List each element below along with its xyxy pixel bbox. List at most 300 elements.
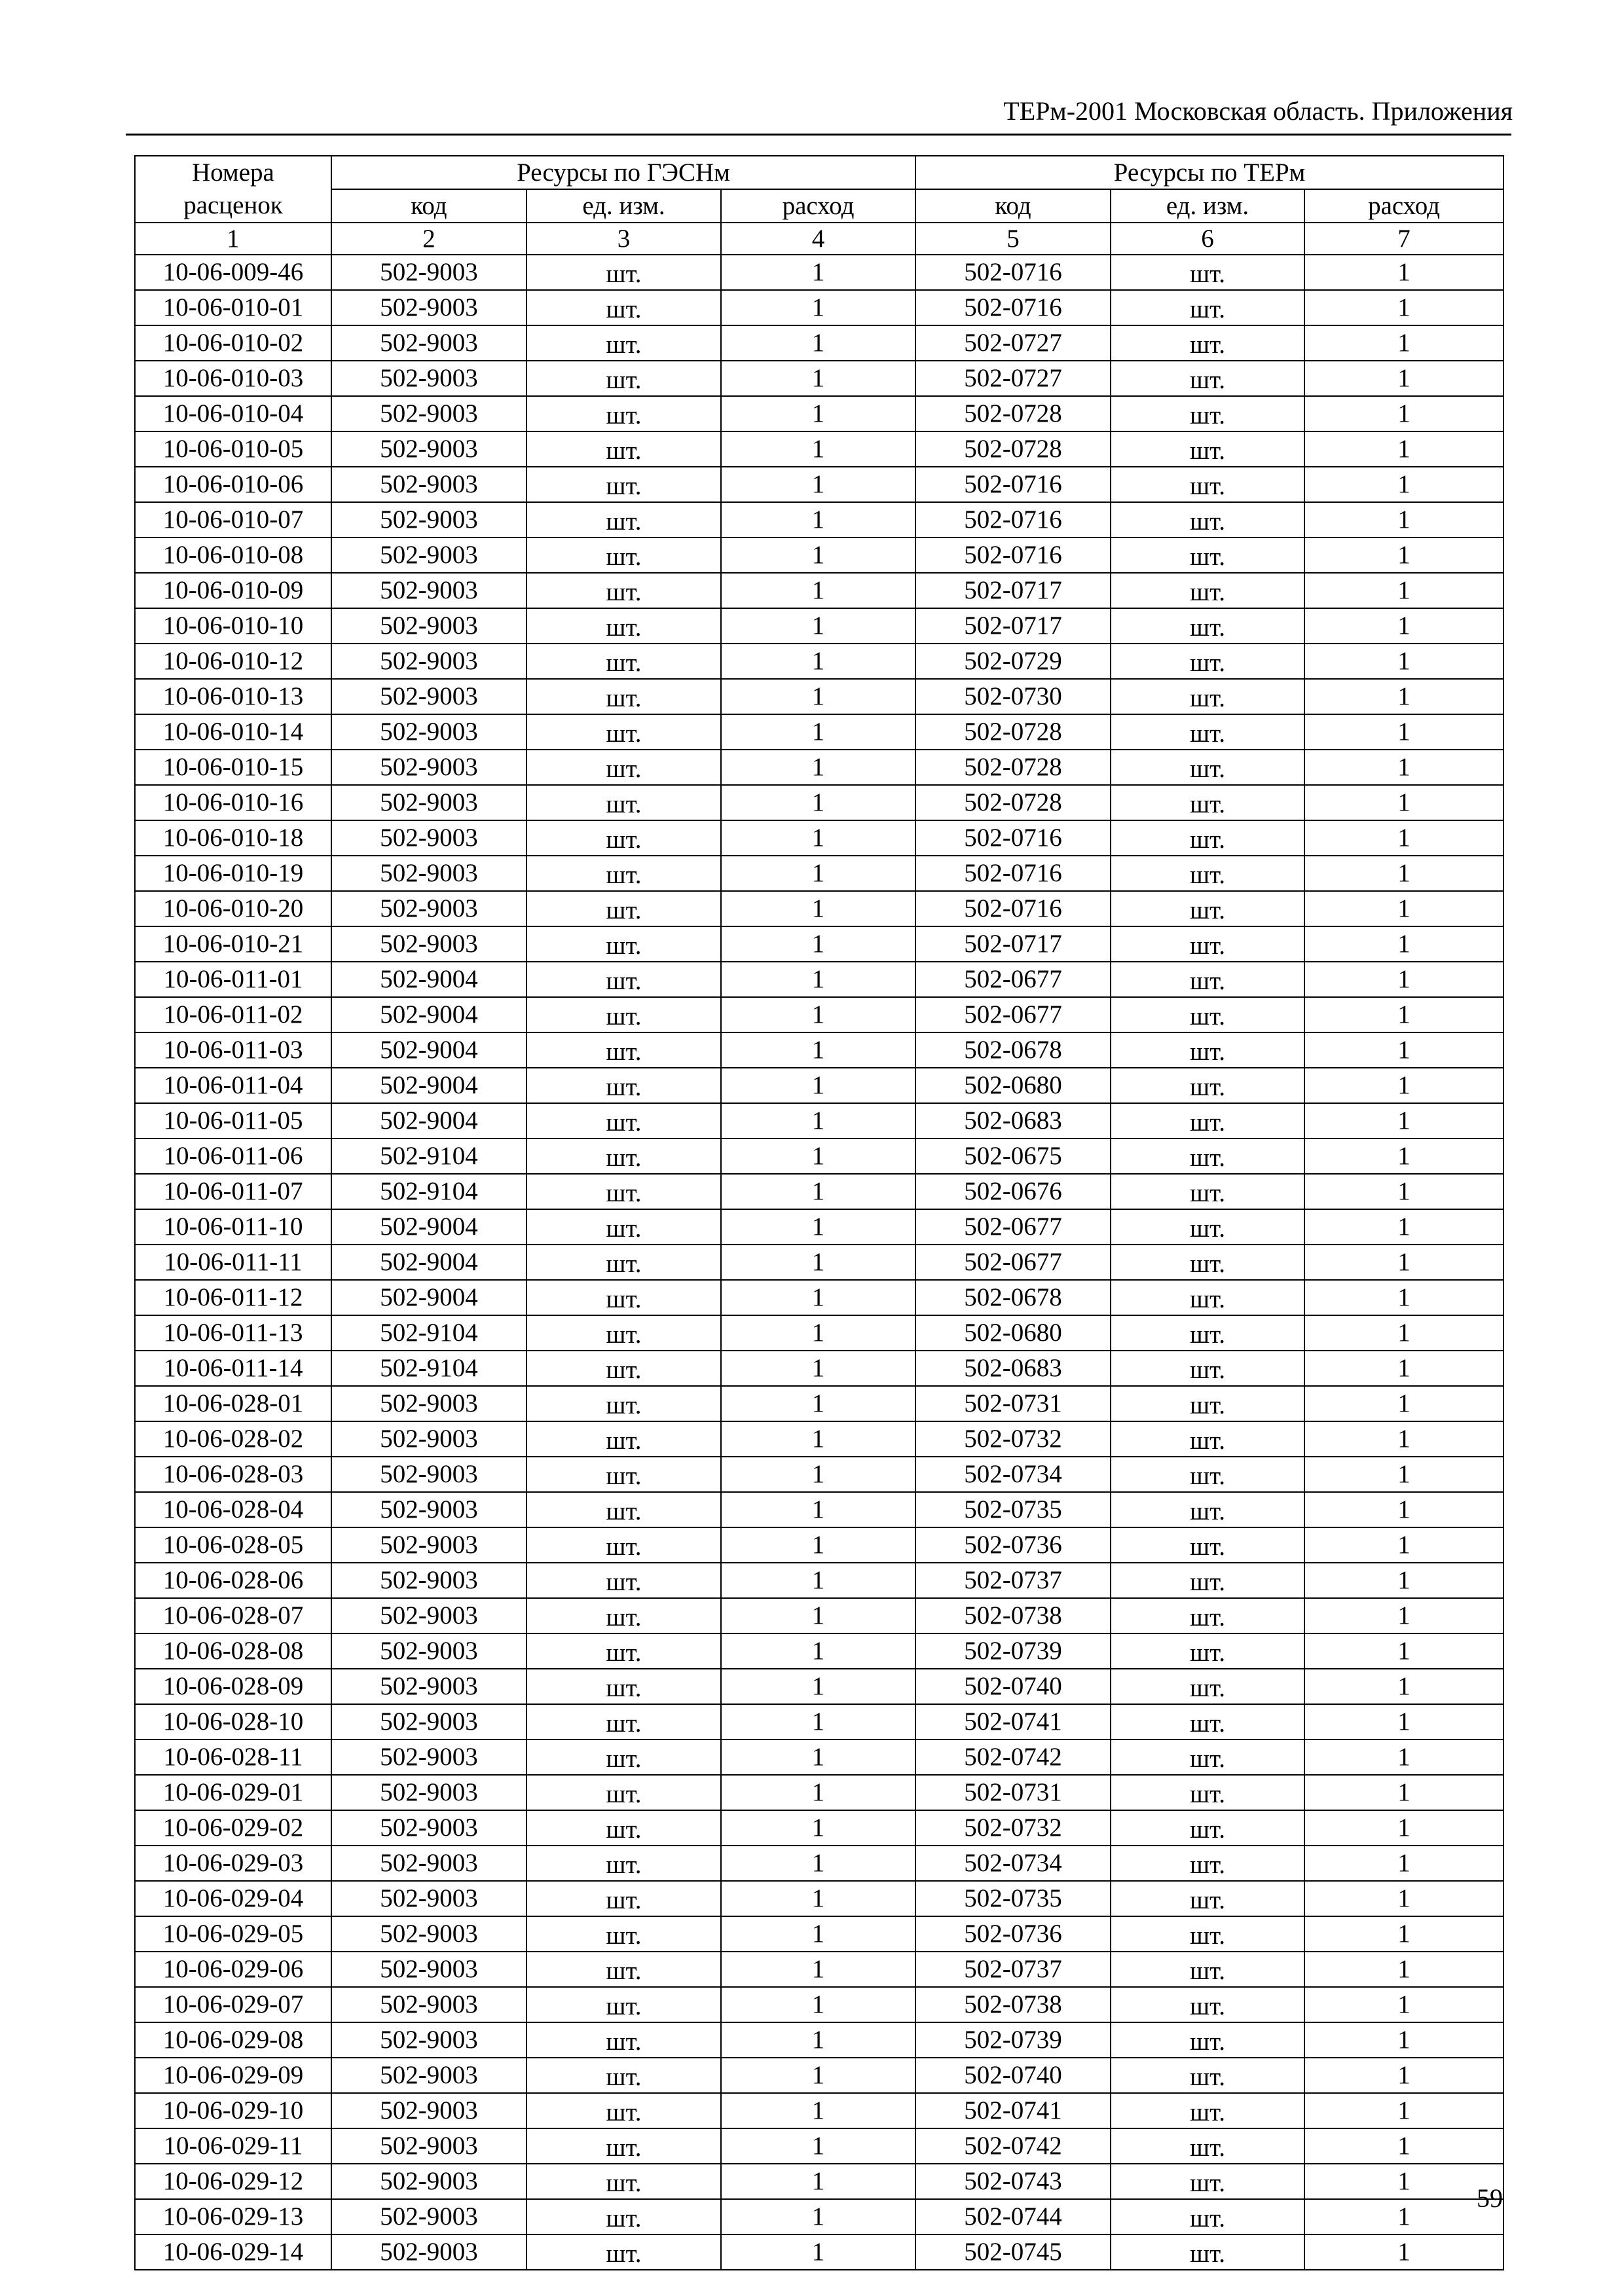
gesnm-code-cell: 502-9003 xyxy=(331,856,526,891)
gesnm-consumption-cell: 1 xyxy=(721,1952,915,1987)
gesnm-consumption-cell: 1 xyxy=(721,1881,915,1916)
table-row xyxy=(135,1952,1504,1987)
gesnm-unit-cell: шт. xyxy=(526,962,721,997)
term-unit-cell: шт. xyxy=(1111,679,1304,714)
gesnm-code-cell: 502-9003 xyxy=(331,1810,526,1846)
table-row xyxy=(135,644,1504,679)
gesnm-unit-cell: шт. xyxy=(526,538,721,573)
gesnm-code-cell: 502-9004 xyxy=(331,1209,526,1245)
gesnm-code-cell: 502-9003 xyxy=(331,1527,526,1563)
rate-number-cell: 10-06-011-07 xyxy=(135,1174,331,1209)
table-row xyxy=(135,2058,1504,2093)
term-consumption-cell: 1 xyxy=(1304,1740,1504,1775)
rate-number-cell: 10-06-029-14 xyxy=(135,2234,331,2270)
table-row xyxy=(135,502,1504,538)
gesnm-consumption-cell: 1 xyxy=(721,1139,915,1174)
term-code-cell: 502-0716 xyxy=(915,820,1111,856)
term-code-cell: 502-0727 xyxy=(915,361,1111,396)
term-consumption-cell: 1 xyxy=(1304,1527,1504,1563)
term-code-cell: 502-0735 xyxy=(915,1492,1111,1527)
rate-number-cell: 10-06-028-10 xyxy=(135,1704,331,1740)
gesnm-code-cell: 502-9003 xyxy=(331,820,526,856)
gesnm-consumption-cell: 1 xyxy=(721,2128,915,2164)
rate-number-cell: 10-06-029-13 xyxy=(135,2199,331,2234)
gesnm-code-cell: 502-9003 xyxy=(331,1881,526,1916)
rate-number-cell: 10-06-028-04 xyxy=(135,1492,331,1527)
column-number: 3 xyxy=(526,223,721,255)
term-consumption-cell: 1 xyxy=(1304,1103,1504,1139)
table-row xyxy=(135,467,1504,502)
gesnm-code-cell: 502-9003 xyxy=(331,679,526,714)
gesnm-code-cell: 502-9003 xyxy=(331,608,526,644)
gesnm-code-cell: 502-9004 xyxy=(331,1032,526,1068)
gesnm-code-cell: 502-9104 xyxy=(331,1139,526,1174)
table-row xyxy=(135,1245,1504,1280)
table-row xyxy=(135,2128,1504,2164)
table-row xyxy=(135,1457,1504,1492)
gesnm-unit-cell: шт. xyxy=(526,361,721,396)
gesnm-consumption-cell: 1 xyxy=(721,1916,915,1952)
gesnm-consumption-cell: 1 xyxy=(721,1351,915,1386)
gesnm-consumption-cell: 1 xyxy=(721,1386,915,1421)
table-row xyxy=(135,891,1504,926)
gesnm-code-cell: 502-9003 xyxy=(331,714,526,750)
table-row xyxy=(135,431,1504,467)
term-unit-cell: шт. xyxy=(1111,926,1304,962)
term-code-cell: 502-0717 xyxy=(915,608,1111,644)
term-unit-cell: шт. xyxy=(1111,1209,1304,1245)
table-body xyxy=(135,255,1504,2270)
gesnm-unit-cell: шт. xyxy=(526,1704,721,1740)
term-unit-cell: шт. xyxy=(1111,1563,1304,1598)
rate-number-cell: 10-06-011-04 xyxy=(135,1068,331,1103)
term-unit-cell: шт. xyxy=(1111,2058,1304,2093)
gesnm-unit-cell: шт. xyxy=(526,2164,721,2199)
gesnm-code-cell: 502-9003 xyxy=(331,1952,526,1987)
term-code-cell: 502-0731 xyxy=(915,1775,1111,1810)
term-unit-cell: шт. xyxy=(1111,2234,1304,2270)
gesnm-code-cell: 502-9003 xyxy=(331,1775,526,1810)
gesnm-code-cell: 502-9003 xyxy=(331,750,526,785)
gesnm-unit-cell: шт. xyxy=(526,467,721,502)
gesnm-code-cell: 502-9003 xyxy=(331,467,526,502)
term-consumption-cell: 1 xyxy=(1304,2058,1504,2093)
rate-number-cell: 10-06-028-03 xyxy=(135,1457,331,1492)
rate-number-cell: 10-06-010-18 xyxy=(135,820,331,856)
table-row xyxy=(135,714,1504,750)
term-unit-cell: шт. xyxy=(1111,1068,1304,1103)
table-row xyxy=(135,2234,1504,2270)
term-unit-cell: шт. xyxy=(1111,962,1304,997)
term-consumption-cell: 1 xyxy=(1304,1775,1504,1810)
term-code-cell: 502-0677 xyxy=(915,997,1111,1032)
gesnm-unit-cell: шт. xyxy=(526,1280,721,1315)
term-consumption-cell: 1 xyxy=(1304,2234,1504,2270)
gesnm-consumption-cell: 1 xyxy=(721,361,915,396)
rate-number-cell: 10-06-028-01 xyxy=(135,1386,331,1421)
gesnm-unit-cell: шт. xyxy=(526,2058,721,2093)
term-code-cell: 502-0739 xyxy=(915,2022,1111,2058)
table-row xyxy=(135,1351,1504,1386)
table-row xyxy=(135,962,1504,997)
rate-number-cell: 10-06-011-10 xyxy=(135,1209,331,1245)
term-unit-cell: шт. xyxy=(1111,1775,1304,1810)
gesnm-unit-cell: шт. xyxy=(526,997,721,1032)
term-consumption-cell: 1 xyxy=(1304,1881,1504,1916)
rate-number-cell: 10-06-029-12 xyxy=(135,2164,331,2199)
rate-number-cell: 10-06-010-05 xyxy=(135,431,331,467)
rate-number-cell: 10-06-010-20 xyxy=(135,891,331,926)
gesnm-consumption-cell: 1 xyxy=(721,1987,915,2022)
term-code-cell: 502-0680 xyxy=(915,1068,1111,1103)
gesnm-consumption-cell: 1 xyxy=(721,608,915,644)
gesnm-unit-cell: шт. xyxy=(526,1209,721,1245)
term-code-cell: 502-0717 xyxy=(915,926,1111,962)
term-consumption-cell: 1 xyxy=(1304,1633,1504,1669)
table-row xyxy=(135,1987,1504,2022)
term-unit-cell: шт. xyxy=(1111,785,1304,820)
term-consumption-cell: 1 xyxy=(1304,1032,1504,1068)
gesnm-unit-cell: шт. xyxy=(526,1527,721,1563)
gesnm-unit-cell: шт. xyxy=(526,1245,721,1280)
gesnm-code-cell: 502-9003 xyxy=(331,1740,526,1775)
term-code-cell: 502-0737 xyxy=(915,1563,1111,1598)
gesnm-unit-cell: шт. xyxy=(526,1386,721,1421)
term-consumption-cell: 1 xyxy=(1304,1351,1504,1386)
gesnm-code-cell: 502-9003 xyxy=(331,502,526,538)
term-consumption-cell: 1 xyxy=(1304,2093,1504,2128)
term-code-cell: 502-0740 xyxy=(915,2058,1111,2093)
gesnm-consumption-cell: 1 xyxy=(721,467,915,502)
term-unit-cell: шт. xyxy=(1111,2164,1304,2199)
rate-number-cell: 10-06-010-14 xyxy=(135,714,331,750)
table-row xyxy=(135,1740,1504,1775)
term-consumption-cell: 1 xyxy=(1304,644,1504,679)
rate-number-cell: 10-06-010-12 xyxy=(135,644,331,679)
rate-number-cell: 10-06-011-01 xyxy=(135,962,331,997)
term-unit-cell: шт. xyxy=(1111,1916,1304,1952)
term-consumption-cell: 1 xyxy=(1304,1704,1504,1740)
gesnm-consumption-cell: 1 xyxy=(721,1598,915,1633)
term-unit-cell: шт. xyxy=(1111,1810,1304,1846)
rate-number-cell: 10-06-010-01 xyxy=(135,290,331,325)
term-unit-cell: шт. xyxy=(1111,1103,1304,1139)
gesnm-code-cell: 502-9003 xyxy=(331,1669,526,1704)
gesnm-consumption-cell: 1 xyxy=(721,2199,915,2234)
term-unit-cell: шт. xyxy=(1111,1174,1304,1209)
term-consumption-cell: 1 xyxy=(1304,2164,1504,2199)
gesnm-consumption-cell: 1 xyxy=(721,1633,915,1669)
gesnm-unit-cell: шт. xyxy=(526,1421,721,1457)
column-number: 5 xyxy=(915,223,1111,255)
column-number: 7 xyxy=(1304,223,1504,255)
gesnm-code-cell: 502-9003 xyxy=(331,573,526,608)
term-code-cell: 502-0738 xyxy=(915,1987,1111,2022)
gesnm-unit-cell: шт. xyxy=(526,2234,721,2270)
rate-number-cell: 10-06-010-06 xyxy=(135,467,331,502)
term-unit-cell: шт. xyxy=(1111,1740,1304,1775)
term-unit-cell: шт. xyxy=(1111,361,1304,396)
gesnm-consumption-cell: 1 xyxy=(721,2234,915,2270)
header-term-code: код xyxy=(915,189,1111,223)
gesnm-unit-cell: шт. xyxy=(526,1669,721,1704)
term-consumption-cell: 1 xyxy=(1304,714,1504,750)
gesnm-code-cell: 502-9003 xyxy=(331,1492,526,1527)
table-row xyxy=(135,750,1504,785)
table-row xyxy=(135,2022,1504,2058)
gesnm-unit-cell: шт. xyxy=(526,1315,721,1351)
term-code-cell: 502-0739 xyxy=(915,1633,1111,1669)
term-code-cell: 502-0675 xyxy=(915,1139,1111,1174)
gesnm-code-cell: 502-9104 xyxy=(331,1351,526,1386)
term-consumption-cell: 1 xyxy=(1304,1174,1504,1209)
gesnm-unit-cell: шт. xyxy=(526,431,721,467)
term-consumption-cell: 1 xyxy=(1304,2022,1504,2058)
gesnm-consumption-cell: 1 xyxy=(721,2058,915,2093)
term-code-cell: 502-0742 xyxy=(915,2128,1111,2164)
gesnm-unit-cell: шт. xyxy=(526,1916,721,1952)
table-row xyxy=(135,1563,1504,1598)
gesnm-unit-cell: шт. xyxy=(526,2199,721,2234)
gesnm-code-cell: 502-9003 xyxy=(331,361,526,396)
gesnm-code-cell: 502-9003 xyxy=(331,2199,526,2234)
gesnm-consumption-cell: 1 xyxy=(721,325,915,361)
table-row xyxy=(135,1280,1504,1315)
gesnm-code-cell: 502-9003 xyxy=(331,1846,526,1881)
gesnm-code-cell: 502-9003 xyxy=(331,1563,526,1598)
resource-mapping-table xyxy=(134,155,1504,2270)
term-consumption-cell: 1 xyxy=(1304,1810,1504,1846)
term-consumption-cell: 1 xyxy=(1304,891,1504,926)
rate-number-cell: 10-06-028-09 xyxy=(135,1669,331,1704)
table-row xyxy=(135,926,1504,962)
rate-number-cell: 10-06-010-07 xyxy=(135,502,331,538)
table-row xyxy=(135,1315,1504,1351)
rate-number-cell: 10-06-010-16 xyxy=(135,785,331,820)
header-group-term: Ресурсы по ТЕРм xyxy=(915,156,1504,189)
gesnm-unit-cell: шт. xyxy=(526,644,721,679)
table-row xyxy=(135,1916,1504,1952)
gesnm-code-cell: 502-9004 xyxy=(331,1068,526,1103)
rate-number-cell: 10-06-010-19 xyxy=(135,856,331,891)
table-row xyxy=(135,2164,1504,2199)
term-consumption-cell: 1 xyxy=(1304,1563,1504,1598)
gesnm-code-cell: 502-9003 xyxy=(331,2022,526,2058)
term-consumption-cell: 1 xyxy=(1304,2199,1504,2234)
term-code-cell: 502-0683 xyxy=(915,1103,1111,1139)
term-consumption-cell: 1 xyxy=(1304,361,1504,396)
gesnm-unit-cell: шт. xyxy=(526,1103,721,1139)
term-consumption-cell: 1 xyxy=(1304,255,1504,290)
gesnm-consumption-cell: 1 xyxy=(721,1563,915,1598)
term-unit-cell: шт. xyxy=(1111,997,1304,1032)
term-consumption-cell: 1 xyxy=(1304,431,1504,467)
gesnm-code-cell: 502-9003 xyxy=(331,2058,526,2093)
rate-number-cell: 10-06-011-02 xyxy=(135,997,331,1032)
term-consumption-cell: 1 xyxy=(1304,962,1504,997)
rate-number-cell: 10-06-028-11 xyxy=(135,1740,331,1775)
gesnm-consumption-cell: 1 xyxy=(721,2022,915,2058)
rate-number-cell: 10-06-029-07 xyxy=(135,1987,331,2022)
gesnm-unit-cell: шт. xyxy=(526,1068,721,1103)
rate-number-cell: 10-06-028-05 xyxy=(135,1527,331,1563)
header-rate-numbers-label: Номера расценок xyxy=(183,158,283,219)
column-number-row xyxy=(135,223,1504,255)
term-consumption-cell: 1 xyxy=(1304,820,1504,856)
term-consumption-cell: 1 xyxy=(1304,1598,1504,1633)
header-rate-numbers xyxy=(135,156,331,223)
gesnm-code-cell: 502-9004 xyxy=(331,1280,526,1315)
term-unit-cell: шт. xyxy=(1111,1492,1304,1527)
rate-number-cell: 10-06-010-09 xyxy=(135,573,331,608)
gesnm-unit-cell: шт. xyxy=(526,1457,721,1492)
gesnm-consumption-cell: 1 xyxy=(721,1669,915,1704)
gesnm-unit-cell: шт. xyxy=(526,325,721,361)
header-rule xyxy=(126,134,1511,136)
gesnm-code-cell: 502-9003 xyxy=(331,325,526,361)
gesnm-consumption-cell: 1 xyxy=(721,1492,915,1527)
term-consumption-cell: 1 xyxy=(1304,573,1504,608)
column-number: 6 xyxy=(1111,223,1304,255)
term-consumption-cell: 1 xyxy=(1304,997,1504,1032)
rate-number-cell: 10-06-011-06 xyxy=(135,1139,331,1174)
gesnm-unit-cell: шт. xyxy=(526,856,721,891)
gesnm-consumption-cell: 1 xyxy=(721,1527,915,1563)
gesnm-code-cell: 502-9004 xyxy=(331,1103,526,1139)
term-consumption-cell: 1 xyxy=(1304,1421,1504,1457)
table-row xyxy=(135,1174,1504,1209)
table-row xyxy=(135,1492,1504,1527)
term-code-cell: 502-0728 xyxy=(915,431,1111,467)
gesnm-code-cell: 502-9003 xyxy=(331,255,526,290)
term-code-cell: 502-0716 xyxy=(915,856,1111,891)
rate-number-cell: 10-06-011-14 xyxy=(135,1351,331,1386)
table-row xyxy=(135,538,1504,573)
term-code-cell: 502-0741 xyxy=(915,2093,1111,2128)
gesnm-consumption-cell: 1 xyxy=(721,1103,915,1139)
table-row xyxy=(135,1386,1504,1421)
term-unit-cell: шт. xyxy=(1111,856,1304,891)
term-unit-cell: шт. xyxy=(1111,1245,1304,1280)
gesnm-unit-cell: шт. xyxy=(526,714,721,750)
term-code-cell: 502-0728 xyxy=(915,396,1111,431)
gesnm-unit-cell: шт. xyxy=(526,1846,721,1881)
gesnm-consumption-cell: 1 xyxy=(721,1457,915,1492)
term-code-cell: 502-0730 xyxy=(915,679,1111,714)
gesnm-unit-cell: шт. xyxy=(526,891,721,926)
term-code-cell: 502-0738 xyxy=(915,1598,1111,1633)
rate-number-cell: 10-06-028-07 xyxy=(135,1598,331,1633)
gesnm-unit-cell: шт. xyxy=(526,1633,721,1669)
term-code-cell: 502-0676 xyxy=(915,1174,1111,1209)
rate-number-cell: 10-06-010-13 xyxy=(135,679,331,714)
term-code-cell: 502-0716 xyxy=(915,538,1111,573)
term-consumption-cell: 1 xyxy=(1304,856,1504,891)
term-code-cell: 502-0740 xyxy=(915,1669,1111,1704)
rate-number-cell: 10-06-029-03 xyxy=(135,1846,331,1881)
gesnm-code-cell: 502-9003 xyxy=(331,2234,526,2270)
rate-number-cell: 10-06-029-02 xyxy=(135,1810,331,1846)
table-row xyxy=(135,1421,1504,1457)
term-code-cell: 502-0734 xyxy=(915,1846,1111,1881)
gesnm-consumption-cell: 1 xyxy=(721,1245,915,1280)
term-code-cell: 502-0727 xyxy=(915,325,1111,361)
gesnm-unit-cell: шт. xyxy=(526,926,721,962)
table-row xyxy=(135,785,1504,820)
term-unit-cell: шт. xyxy=(1111,1952,1304,1987)
gesnm-consumption-cell: 1 xyxy=(721,679,915,714)
term-unit-cell: шт. xyxy=(1111,1669,1304,1704)
term-consumption-cell: 1 xyxy=(1304,1209,1504,1245)
term-unit-cell: шт. xyxy=(1111,2199,1304,2234)
table-row xyxy=(135,1068,1504,1103)
gesnm-unit-cell: шт. xyxy=(526,502,721,538)
term-consumption-cell: 1 xyxy=(1304,1846,1504,1881)
table-row xyxy=(135,573,1504,608)
rate-number-cell: 10-06-029-04 xyxy=(135,1881,331,1916)
term-consumption-cell: 1 xyxy=(1304,1492,1504,1527)
term-unit-cell: шт. xyxy=(1111,1139,1304,1174)
gesnm-unit-cell: шт. xyxy=(526,820,721,856)
term-code-cell: 502-0728 xyxy=(915,785,1111,820)
term-unit-cell: шт. xyxy=(1111,325,1304,361)
header-term-unit: ед. изм. xyxy=(1111,189,1304,223)
term-code-cell: 502-0731 xyxy=(915,1386,1111,1421)
term-consumption-cell: 1 xyxy=(1304,679,1504,714)
term-code-cell: 502-0717 xyxy=(915,573,1111,608)
gesnm-consumption-cell: 1 xyxy=(721,644,915,679)
gesnm-consumption-cell: 1 xyxy=(721,1174,915,1209)
term-code-cell: 502-0742 xyxy=(915,1740,1111,1775)
gesnm-unit-cell: шт. xyxy=(526,573,721,608)
gesnm-consumption-cell: 1 xyxy=(721,290,915,325)
gesnm-code-cell: 502-9003 xyxy=(331,926,526,962)
term-consumption-cell: 1 xyxy=(1304,750,1504,785)
gesnm-code-cell: 502-9003 xyxy=(331,1457,526,1492)
term-consumption-cell: 1 xyxy=(1304,785,1504,820)
term-unit-cell: шт. xyxy=(1111,750,1304,785)
gesnm-unit-cell: шт. xyxy=(526,1492,721,1527)
rate-number-cell: 10-06-011-11 xyxy=(135,1245,331,1280)
rate-number-cell: 10-06-029-05 xyxy=(135,1916,331,1952)
term-consumption-cell: 1 xyxy=(1304,1916,1504,1952)
gesnm-code-cell: 502-9003 xyxy=(331,2093,526,2128)
gesnm-consumption-cell: 1 xyxy=(721,1209,915,1245)
term-code-cell: 502-0745 xyxy=(915,2234,1111,2270)
gesnm-consumption-cell: 1 xyxy=(721,1421,915,1457)
term-code-cell: 502-0728 xyxy=(915,750,1111,785)
term-consumption-cell: 1 xyxy=(1304,2128,1504,2164)
gesnm-code-cell: 502-9003 xyxy=(331,290,526,325)
term-code-cell: 502-0716 xyxy=(915,891,1111,926)
gesnm-code-cell: 502-9003 xyxy=(331,396,526,431)
term-code-cell: 502-0735 xyxy=(915,1881,1111,1916)
term-unit-cell: шт. xyxy=(1111,820,1304,856)
gesnm-unit-cell: шт. xyxy=(526,608,721,644)
rate-number-cell: 10-06-028-08 xyxy=(135,1633,331,1669)
gesnm-consumption-cell: 1 xyxy=(721,502,915,538)
rate-number-cell: 10-06-010-21 xyxy=(135,926,331,962)
gesnm-consumption-cell: 1 xyxy=(721,750,915,785)
table-row xyxy=(135,1103,1504,1139)
rate-number-cell: 10-06-010-03 xyxy=(135,361,331,396)
gesnm-unit-cell: шт. xyxy=(526,2128,721,2164)
gesnm-code-cell: 502-9104 xyxy=(331,1174,526,1209)
gesnm-consumption-cell: 1 xyxy=(721,1704,915,1740)
term-unit-cell: шт. xyxy=(1111,2093,1304,2128)
term-code-cell: 502-0678 xyxy=(915,1032,1111,1068)
term-consumption-cell: 1 xyxy=(1304,290,1504,325)
